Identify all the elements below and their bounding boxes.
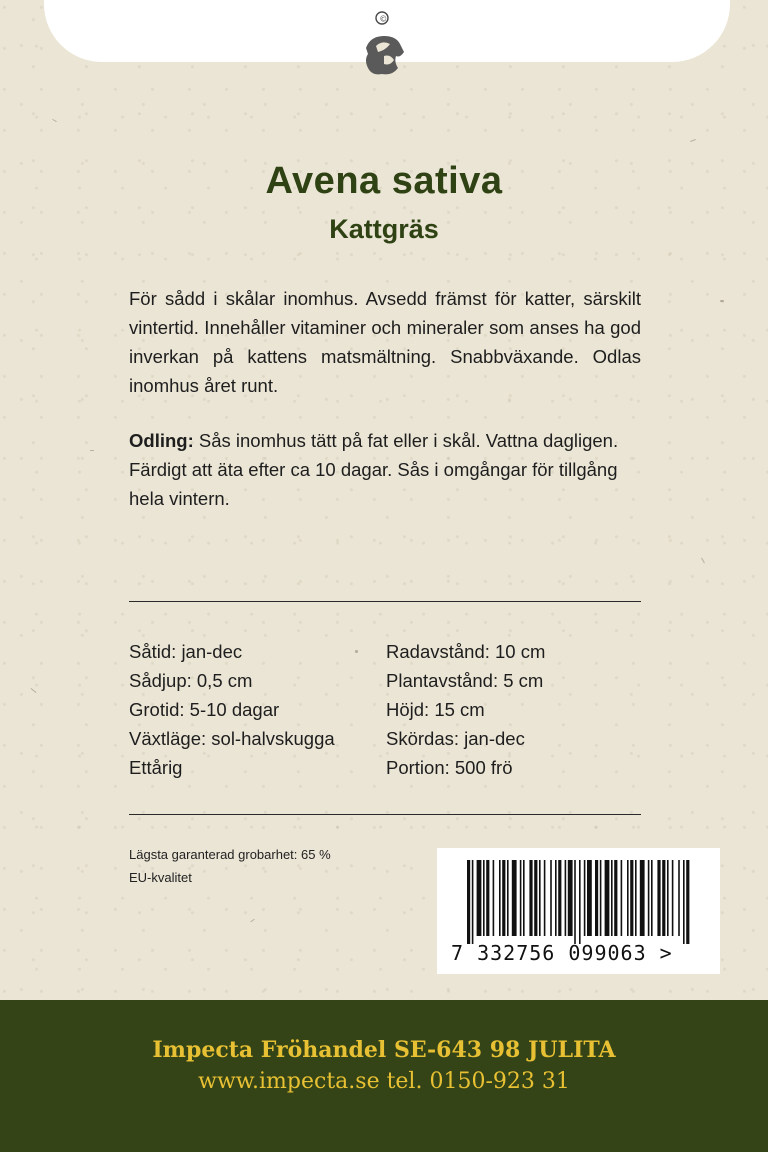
barcode-bar [477, 860, 482, 936]
barcode-bar [534, 860, 537, 936]
species-title: Avena sativa [265, 160, 503, 202]
cultivation-instructions: Sås inomhus tätt på fat eller i skål. Vattna dagligen. Färdigt att äta efter ca 10 dagar. Sås i omgångar för tillgång hela vintern. [129, 430, 619, 509]
barcode-bar [565, 860, 567, 936]
barcode-bar [584, 860, 586, 936]
specs-right-column [386, 637, 646, 782]
spec-portion: Portion: 500 frö [386, 757, 513, 778]
spec-harvest: Skördas: jan-dec [386, 728, 525, 749]
barcode [437, 848, 720, 974]
barcode-bar [472, 860, 474, 944]
barcode-bar [678, 860, 680, 936]
quality-info [129, 843, 331, 889]
barcode-bar [640, 860, 645, 936]
barcode-bar [507, 860, 509, 936]
barcode-bar [686, 860, 689, 944]
barcode-bar [574, 860, 576, 944]
barcode-bar [651, 860, 653, 936]
barcode-bar [672, 860, 674, 936]
barcode-bar [499, 860, 501, 936]
company-contact: www.impecta.se tel. 0150-923 31 [198, 1069, 570, 1094]
barcode-bar [667, 860, 669, 936]
barcode-bar [627, 860, 629, 936]
barcode-bar [555, 860, 557, 936]
specs-left-column [129, 637, 379, 782]
quality-grade: EU-kvalitet [129, 870, 192, 885]
barcode-bar [493, 860, 495, 936]
spec-location: Växtläge: sol-halvskugga [129, 728, 335, 749]
footer-band [0, 1000, 768, 1152]
spec-sowing-depth: Sådjup: 0,5 cm [129, 670, 253, 691]
barcode-bar [523, 860, 525, 936]
barcode-bar [630, 860, 633, 936]
barcode-bar [467, 860, 470, 944]
spec-sowing-time: Såtid: jan-dec [129, 641, 243, 662]
barcode-bar [635, 860, 637, 936]
barcode-bar [486, 860, 489, 936]
barcode-bar [529, 860, 532, 936]
spec-row-spacing: Radavstånd: 10 cm [386, 641, 546, 662]
barcode-bar [683, 860, 685, 944]
common-name-title: Kattgräs [329, 214, 439, 244]
divider-top [129, 601, 641, 602]
barcode-bar [520, 860, 522, 936]
barcode-bar [483, 860, 485, 936]
barcode-bar [614, 860, 617, 936]
barcode-bar [648, 860, 650, 936]
barcode-bar [611, 860, 613, 936]
divider-bottom [129, 814, 641, 815]
barcode-bar [579, 860, 581, 944]
barcode-bar [621, 860, 623, 936]
spec-lifecycle: Ettårig [129, 757, 183, 778]
barcode-bar [539, 860, 541, 936]
barcode-bar [568, 860, 573, 936]
cultivation-text [129, 426, 641, 513]
barcode-bar [595, 860, 598, 936]
germination-rate: Lägsta garanterad grobarhet: 65 % [129, 847, 331, 862]
barcode-bar [605, 860, 610, 936]
barcode-bar [550, 860, 552, 936]
cultivation-label: Odling: [129, 430, 194, 451]
barcode-bar [502, 860, 505, 936]
company-address: Impecta Fröhandel SE-643 98 JULITA [152, 1037, 616, 1063]
barcode-bar [657, 860, 660, 936]
spec-plant-spacing: Plantavstånd: 5 cm [386, 670, 544, 691]
barcode-digits: 7 332756 099063 > [451, 941, 673, 965]
barcode-bar [587, 860, 592, 936]
spec-height: Höjd: 15 cm [386, 699, 485, 720]
spec-germination-time: Grotid: 5-10 dagar [129, 699, 280, 720]
barcode-bar [600, 860, 602, 936]
impecta-logo-icon [356, 6, 412, 80]
copyright-mark: © [379, 14, 388, 24]
barcode-bar [544, 860, 546, 936]
barcode-bar [558, 860, 561, 936]
barcode-bar [512, 860, 517, 936]
description-text: För sådd i skålar inomhus. Avsedd främst för katter, särskilt vintertid. Innehåller vitaminer och mineraler som anses ha god inverkan på kattens matsmältning. Snabbväxande. Odlas inomhus året runt. [129, 288, 641, 396]
barcode-bar [662, 860, 665, 936]
